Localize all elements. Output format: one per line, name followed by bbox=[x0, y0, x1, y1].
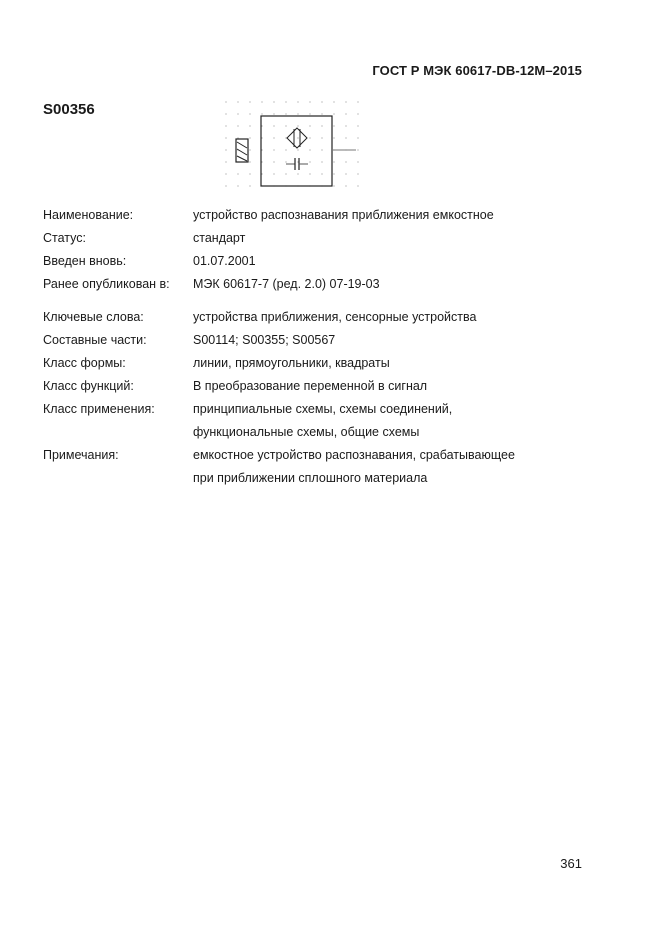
field-label bbox=[43, 421, 193, 444]
field-label: Наименование: bbox=[43, 208, 134, 222]
field-value: 01.07.2001 bbox=[193, 254, 256, 268]
field-value: принципиальные схемы, схемы соединений, bbox=[193, 402, 453, 416]
field-label: Статус: bbox=[43, 231, 86, 245]
field-label: Класс функций: bbox=[43, 379, 134, 393]
field-list bbox=[43, 204, 553, 490]
field-row bbox=[43, 227, 553, 250]
field-row bbox=[43, 352, 553, 375]
field-label: Ключевые слова: bbox=[43, 310, 144, 324]
field-value: S00114; S00355; S00567 bbox=[193, 333, 336, 347]
field-value: устройства приближения, сенсорные устройства bbox=[193, 310, 477, 324]
field-row bbox=[43, 444, 553, 467]
field-value: МЭК 60617-7 (ред. 2.0) 07-19-03 bbox=[193, 277, 380, 291]
page-number: 361 bbox=[560, 856, 582, 871]
field-label: Введен вновь: bbox=[43, 254, 127, 268]
field-value: функциональные схемы, общие схемы bbox=[193, 425, 420, 439]
field-row bbox=[43, 204, 553, 227]
field-label: Примечания: bbox=[43, 448, 119, 462]
field-value: стандарт bbox=[193, 231, 246, 245]
field-value: устройство распознавания приближения емкостное bbox=[193, 208, 494, 222]
field-value: линии, прямоугольники, квадраты bbox=[193, 356, 390, 370]
field-row bbox=[43, 273, 553, 296]
field-label: Класс применения: bbox=[43, 402, 155, 416]
field-value: при приближении сплошного материала bbox=[193, 471, 428, 485]
field-label: Составные части: bbox=[43, 333, 147, 347]
field-row bbox=[43, 250, 553, 273]
field-row bbox=[43, 375, 553, 398]
field-row bbox=[43, 467, 553, 490]
field-row bbox=[43, 398, 553, 421]
field-row bbox=[43, 306, 553, 329]
field-row bbox=[43, 421, 553, 444]
document-header: ГОСТ Р МЭК 60617-DB-12M–2015 bbox=[372, 63, 582, 78]
symbol-code: S00356 bbox=[43, 101, 95, 118]
field-label: Класс формы: bbox=[43, 356, 126, 370]
field-value: емкостное устройство распознавания, срабатывающее bbox=[193, 448, 515, 462]
field-value: В преобразование переменной в сигнал bbox=[193, 379, 428, 393]
field-label: Ранее опубликован в: bbox=[43, 277, 170, 291]
field-label bbox=[43, 467, 193, 490]
capacitive-proximity-detector-icon bbox=[222, 98, 372, 194]
field-row bbox=[43, 329, 553, 352]
